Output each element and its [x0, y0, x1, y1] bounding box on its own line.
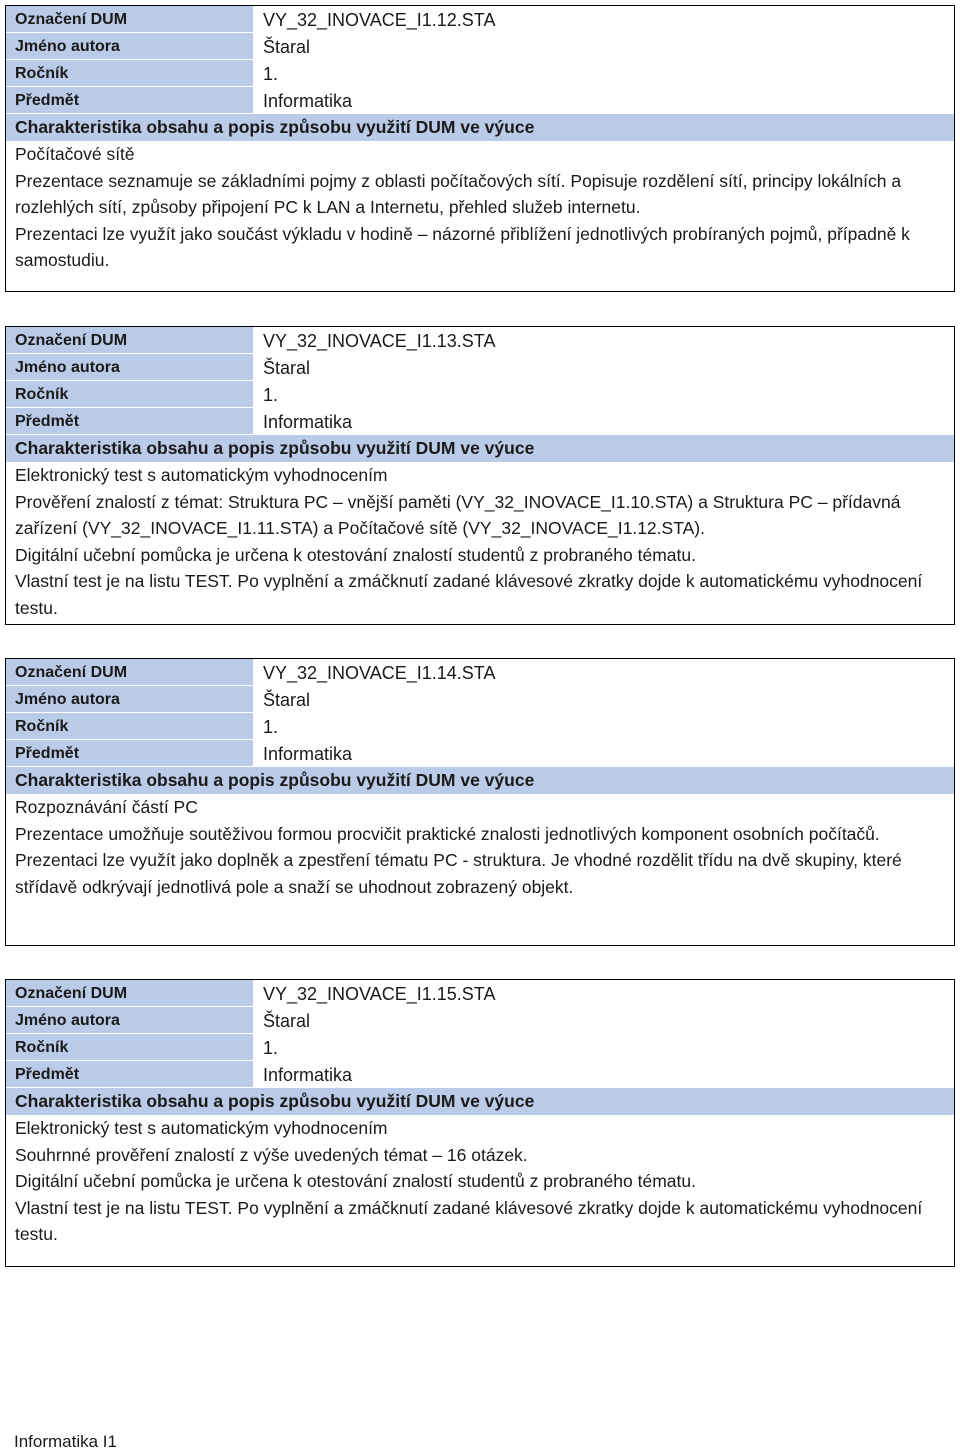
label-predmet: Předmět: [6, 740, 253, 767]
text-line: Elektronický test s automatickým vyhodnocením: [15, 1118, 388, 1138]
label-jmeno: Jméno autora: [6, 33, 253, 60]
row-predmet: [6, 1061, 954, 1088]
text-line: Prezentace umožňuje soutěživou formou procvičit praktické znalosti jednotlivých komponent osobních počítačů.: [15, 823, 880, 844]
value-oznaceni: VY_32_INOVACE_I1.14.STA: [263, 663, 496, 683]
row-predmet: [6, 408, 954, 435]
value-jmeno: Štaral: [263, 37, 311, 57]
label-jmeno: Jméno autora: [6, 354, 253, 381]
value-rocnik: 1.: [263, 717, 279, 737]
row-jmeno: [6, 686, 954, 713]
charakteristika-header: Charakteristika obsahu a popis způsobu využití DUM ve výuce: [6, 1088, 954, 1115]
label-jmeno: Jméno autora: [6, 1007, 253, 1034]
value-predmet: Informatika: [263, 1065, 353, 1085]
label-oznaceni: Označení DUM: [6, 980, 253, 1007]
label-predmet: Předmět: [6, 408, 253, 435]
text-line: Prezentaci lze využít jako součást výkladu v hodině – názorné přiblížení jednotlivých probíraných pojmů, případně k samostudiu.: [15, 223, 910, 270]
row-predmet: [6, 740, 954, 767]
charakteristika-text: [6, 462, 954, 621]
value-oznaceni: VY_32_INOVACE_I1.12.STA: [263, 10, 496, 30]
row-rocnik: [6, 713, 954, 740]
row-rocnik: [6, 60, 954, 87]
value-jmeno: Štaral: [263, 1011, 311, 1031]
value-rocnik: 1.: [263, 385, 279, 405]
charakteristika-text: [6, 1115, 954, 1248]
dum-card-1: [5, 5, 955, 292]
text-line: Vlastní test je na listu TEST. Po vyplnění a zmáčknutí zadané klávesové zkratky dojde k automatickému vyhodnocení testu.: [15, 571, 923, 618]
row-oznaceni: [6, 980, 954, 1007]
value-rocnik: 1.: [263, 64, 279, 84]
value-jmeno: Štaral: [263, 358, 311, 378]
row-rocnik: [6, 1034, 954, 1061]
row-jmeno: [6, 354, 954, 381]
text-line: Souhrnné prověření znalostí z výše uvedených témat – 16 otázek.: [15, 1144, 528, 1165]
row-jmeno: [6, 1007, 954, 1034]
label-rocnik: Ročník: [6, 381, 253, 408]
label-rocnik: Ročník: [6, 713, 253, 740]
text-line: Prověření znalostí z témat: Struktura PC – vnější paměti (VY_32_INOVACE_I1.10.STA) a Struktura PC – přídavná zařízení (VY_32_INOVACE_I1.11.STA) a Počítačové sítě (VY_32_INOVACE_I1.12.STA).: [15, 491, 901, 538]
row-oznaceni: [6, 659, 954, 686]
label-rocnik: Ročník: [6, 60, 253, 87]
value-predmet: Informatika: [263, 412, 353, 432]
row-oznaceni: [6, 6, 954, 33]
text-line: Elektronický test s automatickým vyhodnocením: [15, 465, 388, 485]
label-oznaceni: Označení DUM: [6, 327, 253, 354]
label-predmet: Předmět: [6, 87, 253, 114]
label-jmeno: Jméno autora: [6, 686, 253, 713]
text-line: Počítačové sítě: [15, 144, 135, 164]
charakteristika-header: Charakteristika obsahu a popis způsobu využití DUM ve výuce: [6, 767, 954, 794]
row-jmeno: [6, 33, 954, 60]
value-predmet: Informatika: [263, 91, 353, 111]
text-line: Prezentaci lze využít jako doplněk a zpestření tématu PC - struktura. Je vhodné rozdělit třídu na dvě skupiny, které střídavě odkrývají jednotlivá pole a snaží se uhodnout zobrazený objekt.: [15, 850, 902, 897]
label-rocnik: Ročník: [6, 1034, 253, 1061]
label-oznaceni: Označení DUM: [6, 6, 253, 33]
row-oznaceni: [6, 327, 954, 354]
text-line: Digitální učební pomůcka je určena k otestování znalostí studentů z probraného tématu.: [15, 544, 696, 565]
value-oznaceni: VY_32_INOVACE_I1.15.STA: [263, 984, 496, 1004]
page-footer: Informatika I1: [14, 1432, 117, 1451]
text-line: Rozpoznávání částí PC: [15, 797, 198, 817]
charakteristika-header: Charakteristika obsahu a popis způsobu využití DUM ve výuce: [6, 435, 954, 462]
dum-card-3: [5, 658, 955, 946]
charakteristika-text: [6, 794, 954, 900]
text-line: Prezentace seznamuje se základními pojmy z oblasti počítačových sítí. Popisuje rozdělení sítí, principy lokálních a rozlehlých sítí, způsoby připojení PC k LAN a Internetu, přehled služeb internetu.: [15, 170, 902, 217]
dum-card-2: [5, 326, 955, 625]
dum-card-4: [5, 979, 955, 1267]
label-oznaceni: Označení DUM: [6, 659, 253, 686]
charakteristika-text: [6, 141, 954, 274]
text-line: Vlastní test je na listu TEST. Po vyplnění a zmáčknutí zadané klávesové zkratky dojde k automatickému vyhodnocení testu.: [15, 1197, 923, 1244]
charakteristika-header: Charakteristika obsahu a popis způsobu využití DUM ve výuce: [6, 114, 954, 141]
value-oznaceni: VY_32_INOVACE_I1.13.STA: [263, 331, 496, 351]
row-rocnik: [6, 381, 954, 408]
value-predmet: Informatika: [263, 744, 353, 764]
value-jmeno: Štaral: [263, 690, 311, 710]
text-line: Digitální učební pomůcka je určena k otestování znalostí studentů z probraného tématu.: [15, 1171, 696, 1191]
value-rocnik: 1.: [263, 1038, 279, 1058]
label-predmet: Předmět: [6, 1061, 253, 1088]
row-predmet: [6, 87, 954, 114]
